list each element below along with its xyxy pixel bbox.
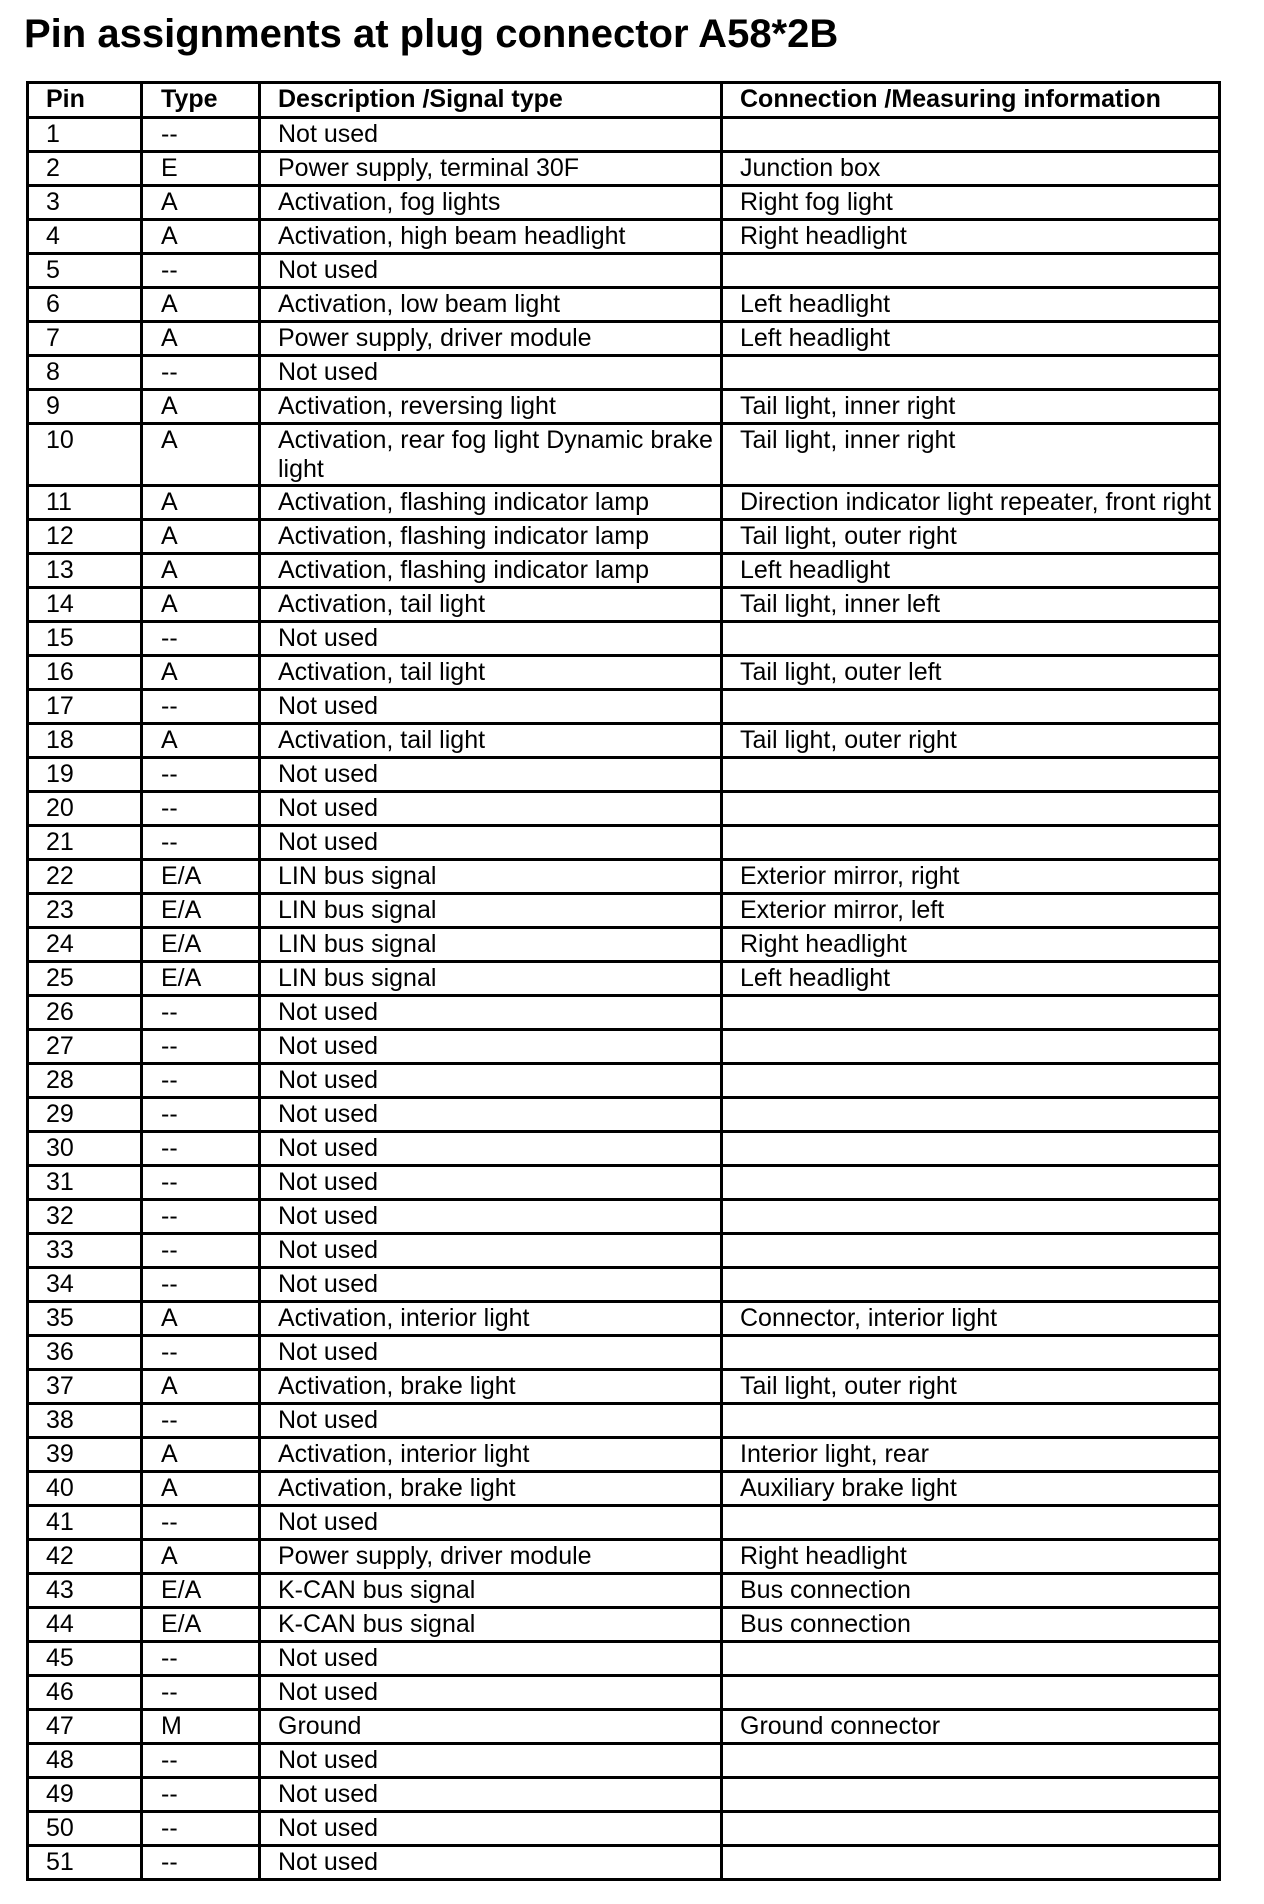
cell-description: Not used	[260, 1506, 722, 1540]
cell-type: A	[142, 424, 260, 486]
cell-pin: 18	[28, 724, 142, 758]
table-row	[28, 1166, 1220, 1200]
cell-type: A	[142, 724, 260, 758]
cell-connection: Tail light, inner right	[722, 390, 1220, 424]
cell-pin: 48	[28, 1744, 142, 1778]
table-row	[28, 1472, 1220, 1506]
cell-description: Not used	[260, 1030, 722, 1064]
cell-connection	[722, 1234, 1220, 1268]
cell-connection	[722, 1200, 1220, 1234]
cell-type: --	[142, 356, 260, 390]
table-row	[28, 1506, 1220, 1540]
cell-description: Not used	[260, 1064, 722, 1098]
cell-pin: 31	[28, 1166, 142, 1200]
cell-pin: 21	[28, 826, 142, 860]
cell-connection	[722, 1812, 1220, 1846]
cell-connection	[722, 1642, 1220, 1676]
cell-pin: 22	[28, 860, 142, 894]
cell-description: Activation, high beam headlight	[260, 220, 722, 254]
cell-type: E/A	[142, 860, 260, 894]
cell-type: --	[142, 1744, 260, 1778]
cell-description: Not used	[260, 1676, 722, 1710]
cell-type: --	[142, 1132, 260, 1166]
cell-type: --	[142, 1404, 260, 1438]
cell-connection	[722, 622, 1220, 656]
cell-description: Not used	[260, 792, 722, 826]
cell-pin: 49	[28, 1778, 142, 1812]
cell-pin: 13	[28, 554, 142, 588]
cell-type: A	[142, 1472, 260, 1506]
cell-pin: 6	[28, 288, 142, 322]
cell-connection	[722, 1166, 1220, 1200]
cell-connection: Tail light, outer right	[722, 724, 1220, 758]
header-description: Description /Signal type	[260, 83, 722, 118]
cell-type: A	[142, 1438, 260, 1472]
cell-pin: 50	[28, 1812, 142, 1846]
cell-description: Not used	[260, 1642, 722, 1676]
table-row	[28, 894, 1220, 928]
cell-description: LIN bus signal	[260, 860, 722, 894]
cell-type: A	[142, 1370, 260, 1404]
cell-type: --	[142, 1336, 260, 1370]
cell-connection: Connector, interior light	[722, 1302, 1220, 1336]
cell-pin: 3	[28, 186, 142, 220]
table-row	[28, 656, 1220, 690]
cell-pin: 36	[28, 1336, 142, 1370]
cell-type: A	[142, 186, 260, 220]
cell-description: Activation, tail light	[260, 588, 722, 622]
cell-description: Activation, flashing indicator lamp	[260, 554, 722, 588]
cell-pin: 23	[28, 894, 142, 928]
cell-description: Activation, brake light	[260, 1472, 722, 1506]
page-title: Pin assignments at plug connector A58*2B	[24, 12, 839, 56]
cell-type: --	[142, 1506, 260, 1540]
cell-pin: 41	[28, 1506, 142, 1540]
cell-type: --	[142, 1064, 260, 1098]
cell-description: LIN bus signal	[260, 962, 722, 996]
cell-type: --	[142, 254, 260, 288]
cell-connection: Junction box	[722, 152, 1220, 186]
table-row	[28, 1744, 1220, 1778]
cell-type: --	[142, 1098, 260, 1132]
cell-type: A	[142, 656, 260, 690]
cell-description: Not used	[260, 1404, 722, 1438]
cell-pin: 24	[28, 928, 142, 962]
cell-type: A	[142, 322, 260, 356]
cell-pin: 26	[28, 996, 142, 1030]
cell-description: Not used	[260, 118, 722, 152]
cell-pin: 33	[28, 1234, 142, 1268]
cell-type: --	[142, 1846, 260, 1880]
pin-assignment-table	[26, 81, 1221, 1881]
cell-connection	[722, 356, 1220, 390]
cell-pin: 40	[28, 1472, 142, 1506]
cell-connection: Right fog light	[722, 186, 1220, 220]
cell-description: Activation, tail light	[260, 656, 722, 690]
cell-connection: Tail light, inner left	[722, 588, 1220, 622]
cell-description: Not used	[260, 1098, 722, 1132]
cell-connection	[722, 996, 1220, 1030]
table-row	[28, 1268, 1220, 1302]
cell-pin: 39	[28, 1438, 142, 1472]
cell-description: Not used	[260, 1166, 722, 1200]
table-row	[28, 1404, 1220, 1438]
cell-connection: Right headlight	[722, 220, 1220, 254]
cell-type: E	[142, 152, 260, 186]
cell-pin: 45	[28, 1642, 142, 1676]
table-row	[28, 356, 1220, 390]
cell-type: A	[142, 486, 260, 520]
cell-description: Activation, flashing indicator lamp	[260, 486, 722, 520]
cell-connection: Tail light, inner right	[722, 424, 1220, 486]
cell-connection	[722, 1132, 1220, 1166]
table-row	[28, 1642, 1220, 1676]
cell-description: Activation, rear fog light Dynamic brake light	[260, 424, 722, 486]
cell-pin: 37	[28, 1370, 142, 1404]
cell-pin: 4	[28, 220, 142, 254]
table-row	[28, 288, 1220, 322]
cell-description: LIN bus signal	[260, 928, 722, 962]
cell-type: E/A	[142, 1608, 260, 1642]
cell-pin: 11	[28, 486, 142, 520]
cell-type: --	[142, 1166, 260, 1200]
table-row	[28, 1200, 1220, 1234]
cell-description: Activation, fog lights	[260, 186, 722, 220]
table-row	[28, 1710, 1220, 1744]
cell-connection	[722, 758, 1220, 792]
cell-pin: 44	[28, 1608, 142, 1642]
cell-pin: 46	[28, 1676, 142, 1710]
cell-type: --	[142, 1642, 260, 1676]
table-row	[28, 554, 1220, 588]
cell-connection: Bus connection	[722, 1574, 1220, 1608]
cell-connection: Left headlight	[722, 554, 1220, 588]
cell-description: Not used	[260, 1200, 722, 1234]
table-row	[28, 486, 1220, 520]
cell-type: --	[142, 118, 260, 152]
cell-type: M	[142, 1710, 260, 1744]
cell-type: A	[142, 554, 260, 588]
table-row	[28, 1234, 1220, 1268]
cell-pin: 14	[28, 588, 142, 622]
cell-connection	[722, 1098, 1220, 1132]
cell-type: --	[142, 996, 260, 1030]
cell-description: Activation, flashing indicator lamp	[260, 520, 722, 554]
cell-type: A	[142, 220, 260, 254]
cell-connection	[722, 254, 1220, 288]
table-row	[28, 1370, 1220, 1404]
cell-pin: 17	[28, 690, 142, 724]
table-row	[28, 1778, 1220, 1812]
cell-connection: Tail light, outer left	[722, 656, 1220, 690]
table-row	[28, 724, 1220, 758]
table-row	[28, 390, 1220, 424]
cell-type: --	[142, 792, 260, 826]
table-row	[28, 1438, 1220, 1472]
cell-description: Not used	[260, 996, 722, 1030]
cell-description: Power supply, driver module	[260, 1540, 722, 1574]
table-row	[28, 520, 1220, 554]
cell-description: K-CAN bus signal	[260, 1574, 722, 1608]
cell-pin: 27	[28, 1030, 142, 1064]
cell-connection	[722, 1268, 1220, 1302]
table-row	[28, 186, 1220, 220]
table-row	[28, 152, 1220, 186]
cell-connection	[722, 792, 1220, 826]
cell-pin: 51	[28, 1846, 142, 1880]
cell-pin: 30	[28, 1132, 142, 1166]
cell-description: Not used	[260, 690, 722, 724]
cell-connection: Interior light, rear	[722, 1438, 1220, 1472]
cell-type: E/A	[142, 928, 260, 962]
table-header-row	[28, 83, 1220, 118]
cell-type: A	[142, 288, 260, 322]
cell-connection	[722, 1030, 1220, 1064]
cell-description: Not used	[260, 1812, 722, 1846]
cell-pin: 12	[28, 520, 142, 554]
cell-pin: 43	[28, 1574, 142, 1608]
cell-connection: Right headlight	[722, 928, 1220, 962]
cell-pin: 35	[28, 1302, 142, 1336]
cell-description: Not used	[260, 826, 722, 860]
cell-pin: 7	[28, 322, 142, 356]
cell-type: --	[142, 826, 260, 860]
cell-connection	[722, 1778, 1220, 1812]
cell-pin: 20	[28, 792, 142, 826]
cell-type: A	[142, 1302, 260, 1336]
table-row	[28, 1302, 1220, 1336]
table-row	[28, 1812, 1220, 1846]
header-connection: Connection /Measuring information	[722, 83, 1220, 118]
cell-pin: 29	[28, 1098, 142, 1132]
table-row	[28, 1030, 1220, 1064]
table-row	[28, 996, 1220, 1030]
cell-description: K-CAN bus signal	[260, 1608, 722, 1642]
cell-type: E/A	[142, 894, 260, 928]
table-row	[28, 928, 1220, 962]
table-row	[28, 220, 1220, 254]
cell-description: Not used	[260, 356, 722, 390]
table-row	[28, 792, 1220, 826]
cell-pin: 42	[28, 1540, 142, 1574]
cell-connection: Tail light, outer right	[722, 1370, 1220, 1404]
cell-type: A	[142, 390, 260, 424]
cell-type: --	[142, 758, 260, 792]
header-type: Type	[142, 83, 260, 118]
table-row	[28, 1098, 1220, 1132]
cell-pin: 5	[28, 254, 142, 288]
cell-description: Activation, tail light	[260, 724, 722, 758]
table-body	[28, 118, 1220, 1880]
table-row	[28, 322, 1220, 356]
cell-description: Power supply, terminal 30F	[260, 152, 722, 186]
cell-type: --	[142, 1234, 260, 1268]
cell-description: Ground	[260, 1710, 722, 1744]
table-row	[28, 622, 1220, 656]
cell-description: LIN bus signal	[260, 894, 722, 928]
table-row	[28, 1676, 1220, 1710]
cell-connection	[722, 1064, 1220, 1098]
cell-description: Not used	[260, 1336, 722, 1370]
cell-pin: 19	[28, 758, 142, 792]
cell-description: Activation, reversing light	[260, 390, 722, 424]
cell-pin: 32	[28, 1200, 142, 1234]
cell-description: Not used	[260, 1846, 722, 1880]
cell-connection: Exterior mirror, right	[722, 860, 1220, 894]
cell-type: --	[142, 1030, 260, 1064]
cell-connection: Direction indicator light repeater, front right	[722, 486, 1220, 520]
cell-description: Not used	[260, 1744, 722, 1778]
cell-connection	[722, 826, 1220, 860]
table-row	[28, 1540, 1220, 1574]
cell-connection: Ground connector	[722, 1710, 1220, 1744]
cell-pin: 16	[28, 656, 142, 690]
table-row	[28, 826, 1220, 860]
cell-type: --	[142, 1676, 260, 1710]
table-row	[28, 254, 1220, 288]
table-row	[28, 690, 1220, 724]
cell-pin: 10	[28, 424, 142, 486]
table-row	[28, 1064, 1220, 1098]
cell-description: Not used	[260, 254, 722, 288]
cell-description: Activation, brake light	[260, 1370, 722, 1404]
cell-pin: 8	[28, 356, 142, 390]
table-row	[28, 758, 1220, 792]
table-row	[28, 1336, 1220, 1370]
cell-description: Not used	[260, 622, 722, 656]
cell-pin: 47	[28, 1710, 142, 1744]
cell-connection	[722, 118, 1220, 152]
table-row	[28, 424, 1220, 486]
cell-type: --	[142, 1812, 260, 1846]
cell-connection	[722, 1846, 1220, 1880]
cell-connection: Bus connection	[722, 1608, 1220, 1642]
table-row	[28, 1132, 1220, 1166]
cell-pin: 1	[28, 118, 142, 152]
table-row	[28, 962, 1220, 996]
cell-connection	[722, 1744, 1220, 1778]
cell-pin: 2	[28, 152, 142, 186]
cell-pin: 9	[28, 390, 142, 424]
cell-pin: 34	[28, 1268, 142, 1302]
cell-pin: 25	[28, 962, 142, 996]
cell-connection: Left headlight	[722, 322, 1220, 356]
cell-connection: Tail light, outer right	[722, 520, 1220, 554]
cell-connection	[722, 1506, 1220, 1540]
cell-type: --	[142, 1200, 260, 1234]
cell-description: Not used	[260, 1268, 722, 1302]
cell-description: Activation, low beam light	[260, 288, 722, 322]
cell-type: A	[142, 1540, 260, 1574]
cell-connection: Auxiliary brake light	[722, 1472, 1220, 1506]
cell-description: Not used	[260, 1132, 722, 1166]
cell-pin: 15	[28, 622, 142, 656]
table-row	[28, 588, 1220, 622]
cell-type: A	[142, 588, 260, 622]
cell-pin: 38	[28, 1404, 142, 1438]
cell-connection: Exterior mirror, left	[722, 894, 1220, 928]
table-row	[28, 118, 1220, 152]
cell-description: Activation, interior light	[260, 1302, 722, 1336]
cell-type: --	[142, 1268, 260, 1302]
cell-type: A	[142, 520, 260, 554]
cell-type: --	[142, 690, 260, 724]
cell-description: Not used	[260, 1234, 722, 1268]
cell-type: --	[142, 622, 260, 656]
cell-description: Power supply, driver module	[260, 322, 722, 356]
table-row	[28, 1608, 1220, 1642]
cell-description: Not used	[260, 1778, 722, 1812]
table-row	[28, 1846, 1220, 1880]
cell-type: E/A	[142, 1574, 260, 1608]
cell-connection	[722, 1404, 1220, 1438]
table-row	[28, 860, 1220, 894]
cell-connection	[722, 1676, 1220, 1710]
cell-connection: Left headlight	[722, 962, 1220, 996]
cell-connection: Right headlight	[722, 1540, 1220, 1574]
cell-description: Activation, interior light	[260, 1438, 722, 1472]
cell-connection	[722, 690, 1220, 724]
header-pin: Pin	[28, 83, 142, 118]
cell-connection	[722, 1336, 1220, 1370]
cell-description: Not used	[260, 758, 722, 792]
table-row	[28, 1574, 1220, 1608]
cell-pin: 28	[28, 1064, 142, 1098]
cell-connection: Left headlight	[722, 288, 1220, 322]
cell-type: E/A	[142, 962, 260, 996]
cell-type: --	[142, 1778, 260, 1812]
